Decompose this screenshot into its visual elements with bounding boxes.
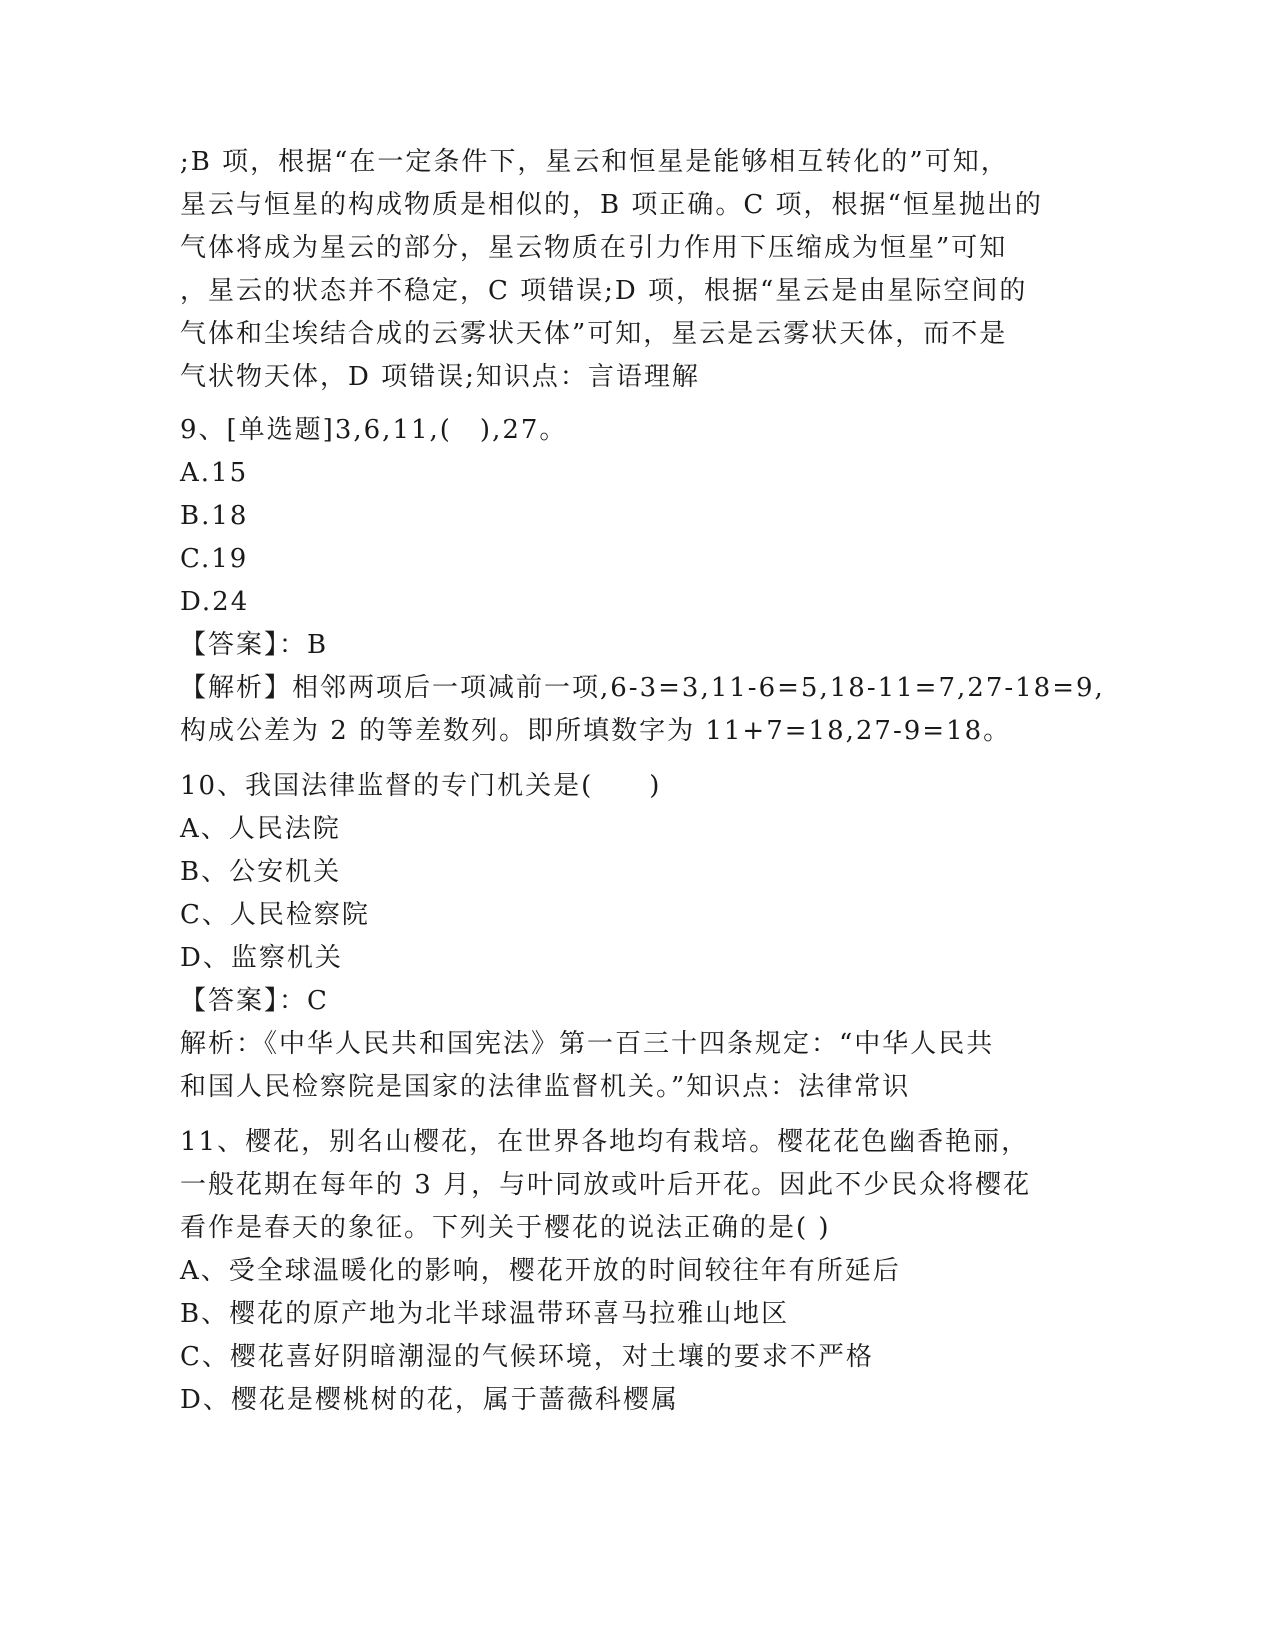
question-stem: 9、[单选题]3,6,11,( ),27。	[180, 415, 568, 445]
question-11	[180, 1121, 1060, 1422]
document-page	[180, 141, 1105, 1422]
question-stem-line: 11、樱花，别名山樱花，在世界各地均有栽培。樱花花色幽香艳丽，	[180, 1127, 1030, 1157]
explanation-line: ;B 项，根据“在一定条件下，星云和恒星是能够相互转化的”可知，	[180, 147, 1009, 177]
previous-explanation	[180, 141, 1060, 399]
option-d: D、监察机关	[180, 943, 343, 973]
explanation-line: 气体和尘埃结合成的云雾状天体”可知，星云是云雾状天体，而不是	[180, 319, 1008, 349]
analysis-line: 解析：《中华人民共和国宪法》第一百三十四条规定：“中华人民共	[180, 1029, 995, 1059]
option-b: B、公安机关	[180, 857, 342, 887]
question-stem-line: 看作是春天的象征。下列关于樱花的说法正确的是( )	[180, 1213, 831, 1243]
explanation-line: ，星云的状态并不稳定，C 项错误;D 项，根据“星云是由星际空间的	[180, 276, 1028, 306]
explanation-line: 气体将成为星云的部分，星云物质在引力作用下压缩成为恒星”可知	[180, 233, 1008, 263]
option-c: C、樱花喜好阴暗潮湿的气候环境，对土壤的要求不严格	[180, 1342, 874, 1372]
option-a: A、受全球温暖化的影响，樱花开放的时间较往年有所延后	[180, 1256, 901, 1286]
question-stem-line: 一般花期在每年的 3 月，与叶同放或叶后开花。因此不少民众将樱花	[180, 1170, 1032, 1200]
option-b: B、樱花的原产地为北半球温带环喜马拉雅山地区	[180, 1299, 790, 1329]
option-d: D.24	[180, 587, 250, 617]
option-a: A.15	[180, 458, 249, 488]
analysis-line: 和国人民检察院是国家的法律监督机关。”知识点：法律常识	[180, 1072, 911, 1102]
option-b: B.18	[180, 501, 249, 531]
explanation-line: 气状物天体，D 项错误;知识点：言语理解	[180, 362, 700, 392]
answer-line: 【答案】：B	[180, 630, 329, 660]
analysis-line: 构成公差为 2 的等差数列。即所填数字为 11+7=18,27-9=18。	[180, 716, 1012, 746]
explanation-line: 星云与恒星的构成物质是相似的，B 项正确。C 项，根据“恒星抛出的	[180, 190, 1043, 220]
answer-line: 【答案】：C	[180, 986, 329, 1016]
option-c: C.19	[180, 544, 249, 574]
option-c: C、人民检察院	[180, 900, 370, 930]
option-a: A、人民法院	[180, 814, 341, 844]
analysis-line: 【解析】相邻两项后一项减前一项,6-3=3,11-6=5,18-11=7,27-18=9,	[180, 673, 1105, 703]
question-stem: 10、我国法律监督的专门机关是( )	[180, 771, 662, 801]
option-d: D、樱花是樱桃树的花，属于蔷薇科樱属	[180, 1385, 679, 1415]
question-10	[180, 765, 1060, 1109]
question-9	[180, 409, 1105, 753]
